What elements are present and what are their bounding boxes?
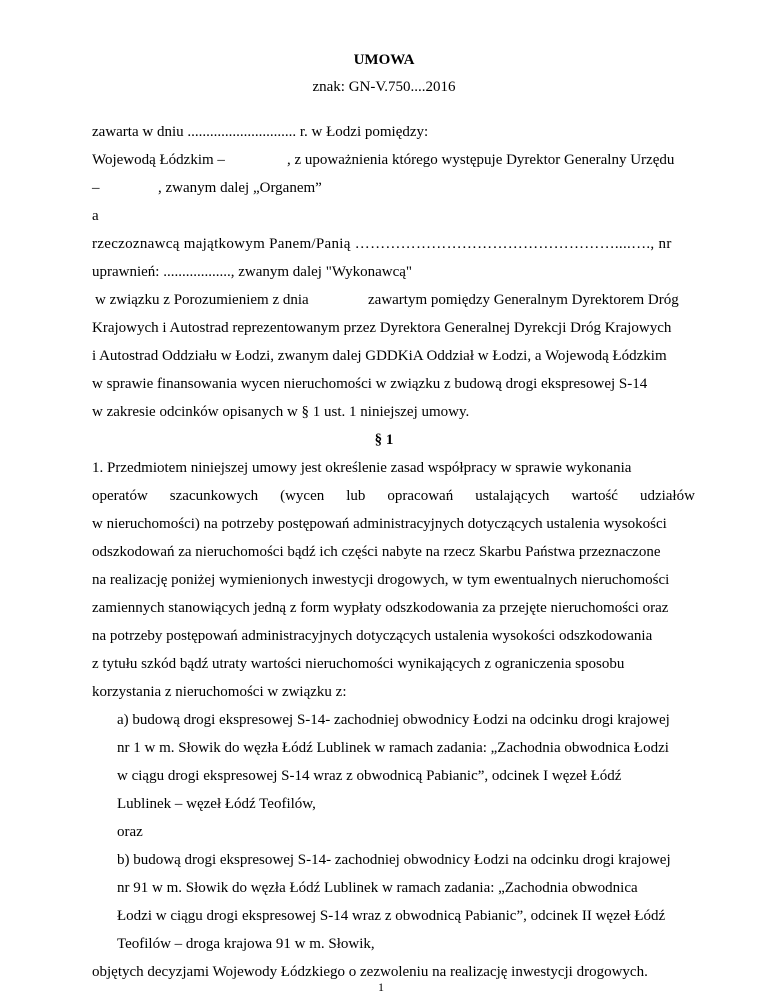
document-title: UMOWA: [353, 52, 415, 68]
intro-line-7a: w związku z Porozumieniem z dnia: [95, 292, 309, 308]
section-para-line-4: odszkodowań za nieruchomości bądź ich części nabyte na rzecz Skarbu Państwa przeznaczone: [92, 544, 661, 560]
word: wartość: [571, 488, 618, 504]
section-para-line-9: korzystania z nieruchomości w związku z:: [92, 684, 347, 700]
intro-line-11: w zakresie odcinków opisanych w § 1 ust. 1 niniejszej umowy.: [92, 404, 470, 420]
intro-line-8: Krajowych i Autostrad reprezentowanym przez Dyrektora Generalnej Dyrekcji Dróg Krajowych: [92, 320, 672, 336]
intro-line-6: uprawnień: .................., zwanym dalej "Wykonawcą": [92, 264, 413, 280]
intro-line-9: i Autostrad Oddziału w Łodzi, zwanym dalej GDDKiA Oddział w Łodzi, a Wojewodą Łódzkim: [92, 348, 667, 364]
word: operatów: [92, 488, 148, 504]
item-connector: oraz: [117, 824, 143, 840]
word: (wycen: [280, 488, 325, 504]
intro-line-7b: zawartym pomiędzy Generalnym Dyrektorem Dróg: [368, 292, 679, 308]
intro-line-3a: –: [92, 180, 100, 196]
item-a-line-2: nr 1 w m. Słowik do węzła Łódź Lublinek w ramach zadania: „Zachodnia obwodnica Łodzi: [117, 740, 669, 756]
item-a-line-1: a) budową drogi ekspresowej S-14- zachodniej obwodnicy Łodzi na odcinku drogi krajowej: [117, 712, 670, 728]
item-a-line-3: w ciągu drogi ekspresowej S-14 wraz z obwodnicą Pabianic”, odcinek I węzeł Łódź: [117, 768, 622, 784]
intro-line-3b: , zwanym dalej „Organem”: [158, 180, 322, 196]
section-para-line-6: zamiennych stanowiących jedną z form wypłaty odszkodowania za przejęte nieruchomości oraz: [92, 600, 669, 616]
intro-line-1: zawarta w dniu ............................. r. w Łodzi pomiędzy:: [92, 124, 429, 140]
document-sign: znak: GN-V.750....2016: [312, 79, 456, 95]
section-para-line-3: w nieruchomości) na potrzeby postępowań administracyjnych dotyczących ustalenia wysokości: [92, 516, 667, 532]
word: lub: [346, 488, 366, 504]
word: ustalających: [475, 488, 550, 504]
intro-line-2a: Wojewodą Łódzkim –: [92, 152, 225, 168]
item-b-line-3: Łodzi w ciągu drogi ekspresowej S-14 wraz z obwodnicą Pabianic”, odcinek II węzeł Łódź: [117, 908, 666, 924]
section-para-line-5: na realizację poniżej wymienionych inwestycji drogowych, w tym ewentualnych nieruchomości: [92, 572, 670, 588]
section-para-line-1: 1. Przedmiotem niniejszej umowy jest określenie zasad współpracy w sprawie wykonania: [92, 460, 632, 476]
word: opracowań: [387, 488, 454, 504]
word: udziałów: [639, 488, 695, 504]
contractor-line: rzeczoznawcą majątkowym Panem/Panią ……………………………………………....…., nr: [92, 236, 672, 252]
word: szacunkowych: [169, 488, 259, 504]
section-heading: § 1: [374, 432, 394, 448]
intro-line-2b: , z upoważnienia którego występuje Dyrektor Generalny Urzędu: [287, 152, 675, 168]
item-b-line-2: nr 91 w m. Słowik do węzła Łódź Lublinek w ramach zadania: „Zachodnia obwodnica: [117, 880, 638, 896]
closing-line: objętych decyzjami Wojewody Łódzkiego o zezwoleniu na realizację inwestycji drogowych.: [92, 964, 648, 980]
item-a-line-4: Lublinek – węzeł Łódź Teofilów,: [117, 796, 316, 812]
intro-line-4: a: [92, 208, 99, 224]
page-number: 1: [378, 980, 384, 994]
section-para-line-2: [92, 487, 695, 505]
intro-line-5: [92, 235, 695, 253]
section-para-line-7: na potrzeby postępowań administracyjnych dotyczących ustalenia wysokości odszkodowania: [92, 628, 653, 644]
section-para-line-8: z tytułu szkód bądź utraty wartości nieruchomości wynikających z ograniczenia sposobu: [92, 656, 625, 672]
item-b-line-1: b) budową drogi ekspresowej S-14- zachodniej obwodnicy Łodzi na odcinku drogi krajowej: [117, 852, 671, 868]
intro-line-10: w sprawie finansowania wycen nieruchomości w związku z budową drogi ekspresowej S-14: [92, 376, 648, 392]
item-b-line-4: Teofilów – droga krajowa 91 w m. Słowik,: [117, 936, 375, 952]
